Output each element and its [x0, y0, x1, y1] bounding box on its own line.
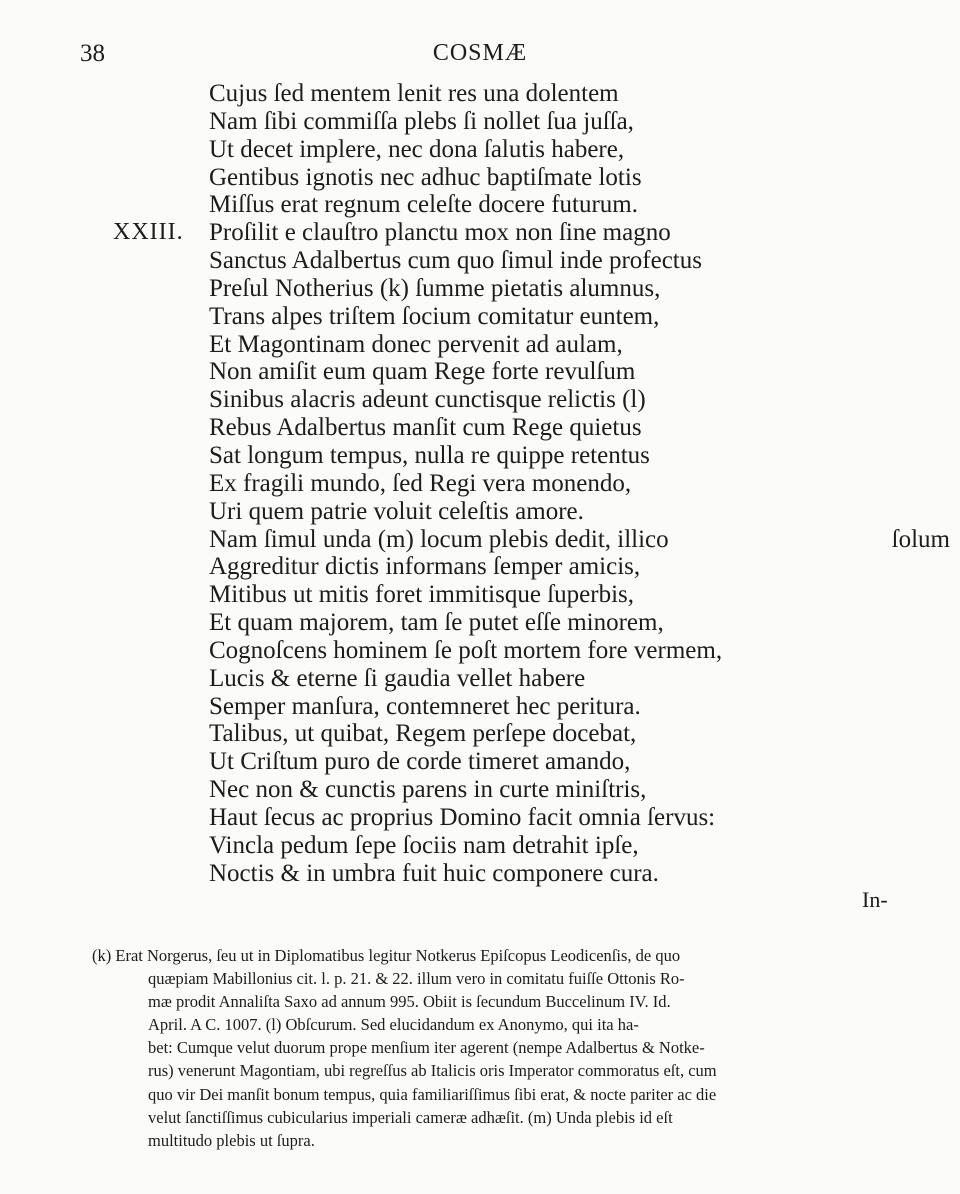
verse-line: Aggreditur dictis informans ſemper amicis,: [209, 553, 641, 581]
verse-line: Sanctus Adalbertus cum quo ſimul inde profectus: [209, 247, 702, 275]
catchword: In-: [862, 887, 888, 912]
verse-line: Lucis & eterne ſi gaudia vellet habere: [209, 664, 586, 692]
verse-line: Miſſus erat regnum celeſte docere futurum.: [209, 191, 639, 219]
verse-line: Gentibus ignotis nec adhuc baptiſmate lotis: [209, 163, 642, 191]
verse-line: Et Magontinam donec pervenit ad aulam,: [209, 330, 623, 358]
verse-line: Uri quem patrie voluit celeſtis amore.: [209, 497, 584, 525]
section-marker: XXIII.: [113, 219, 184, 246]
verse-line: Sinibus alacris adeunt cunctisque relictis (l): [209, 386, 646, 414]
verse-line: Talibus, ut quibat, Regem perſepe docebat,: [209, 720, 637, 748]
verse-line-with-marker: [113, 219, 954, 247]
footnote-line: velut ſanctiſſimus cubicularius imperiali cameræ adhæſit. (m) Unda plebis id eſt: [148, 1107, 673, 1127]
verse-block: [113, 80, 954, 887]
verse-line: Sat longum tempus, nulla re quippe retentus: [209, 441, 650, 469]
verse-line: Haut ſecus ac proprius Domino facit omnia ſervus:: [209, 803, 716, 831]
verse-line: Et quam majorem, tam ſe putet eſſe minorem,: [209, 609, 664, 637]
verse-line-with-tail: [209, 526, 954, 554]
verse-line: Rebus Adalbertus manſit cum Rege quietus: [209, 414, 642, 442]
page-number: 38: [80, 40, 105, 67]
verse-line: Trans alpes triſtem ſocium comitatur euntem,: [209, 302, 660, 330]
verse-line: Vincla pedum ſepe ſociis nam detrahit ipſe,: [209, 831, 639, 859]
footnote-line: quæpiam Mabillonius cit. l. p. 21. & 22. illum vero in comitatu fuiſſe Ottonis Ro-: [148, 969, 685, 989]
tail-word: ſolum: [891, 525, 950, 553]
verse-line: Nam ſibi commiſſa plebs ſi nollet ſua juſſa,: [209, 107, 634, 135]
running-head: COSMÆ: [432, 40, 528, 66]
footnote-line: bet: Cumque velut duorum prope menſium iter agerent (nempe Adalbertus & Notke-: [148, 1038, 705, 1058]
verse-line: Preſul Notherius (k) ſumme pietatis alumnus,: [209, 274, 661, 302]
verse-line: Ut decet implere, nec dona ſalutis habere,: [209, 135, 625, 163]
verse-line: Noctis & in umbra fuit huic componere cura.: [209, 859, 659, 887]
verse-line: Nec non & cunctis parens in curte miniſtris,: [209, 776, 647, 804]
verse-line: Semper manſura, contemneret hec peritura.: [209, 692, 641, 720]
footnote-line: (k) Erat Norgerus, ſeu ut in Diplomatibus legitur Notkerus Epiſcopus Leodicenſis, de quo: [92, 946, 681, 965]
footnote-line: April. A C. 1007. (l) Obſcurum. Sed elucidandum ex Anonymo, qui ita ha-: [148, 1015, 639, 1035]
footnotes: [92, 944, 932, 1152]
verse-line: Ex fragili mundo, ſed Regi vera monendo,: [209, 469, 632, 497]
verse-line-text: Nam ſimul unda (m) locum plebis dedit, illico: [209, 525, 669, 553]
footnote-line: quo vir Dei manſit bonum tempus, quia familiariſſimus ſibi erat, & nocte pariter ac die: [148, 1084, 717, 1104]
verse-line: Ut Criſtum puro de corde timeret amando,: [209, 748, 631, 776]
verse-line-text: Proſilit e clauſtro planctu mox non ſine magno: [209, 219, 671, 247]
verse-line: Mitibus ut mitis foret immitisque ſuperbis,: [209, 581, 634, 609]
footnote-line: mæ prodit Annaliſta Saxo ad annum 995. Obiit is ſecundum Buccelinum IV. Id.: [148, 992, 671, 1012]
verse-line: Cognoſcens hominem ſe poſt mortem fore vermem,: [209, 636, 723, 664]
footnote-line: rus) venerunt Magontiam, ubi regreſſus ab Italicis oris Imperator commoratus eſt, cum: [148, 1061, 717, 1081]
footnote-line: multitudo plebis ut ſupra.: [148, 1130, 315, 1150]
verse-line: Non amiſit eum quam Rege forte revulſum: [209, 358, 636, 386]
verse-line: Cujus ſed mentem lenit res una dolentem: [209, 80, 619, 107]
